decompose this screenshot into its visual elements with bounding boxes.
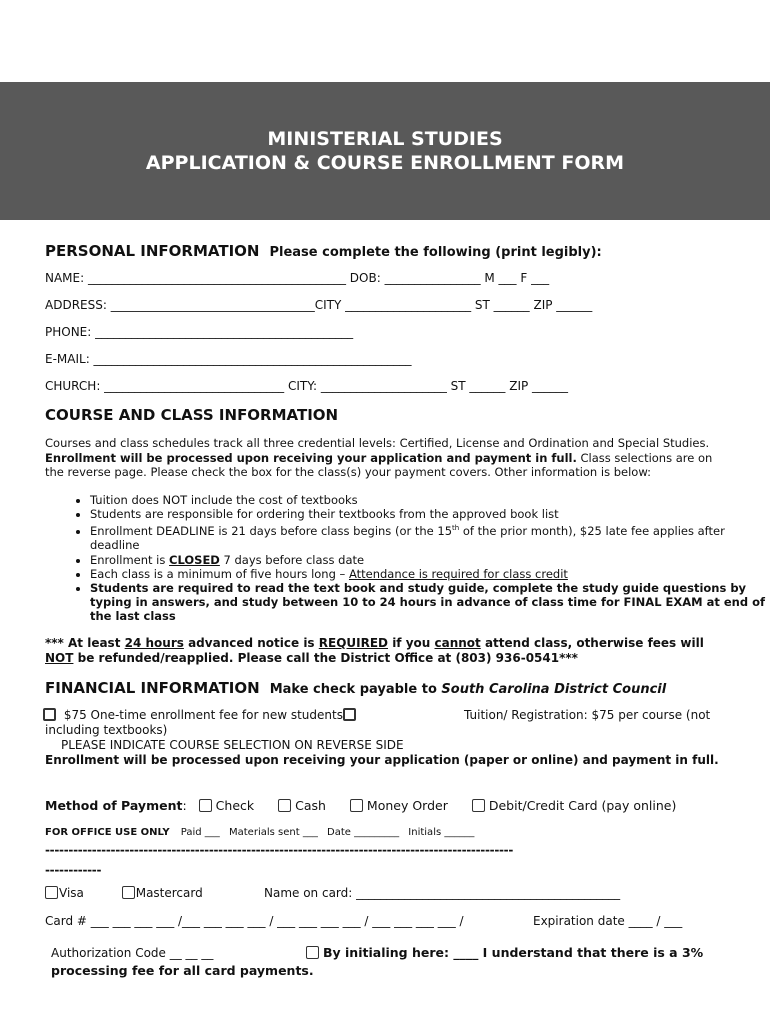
list-item: • Students are responsible for ordering their textbooks from the approved book list (90, 507, 770, 521)
notice-text: advanced notice is (183, 636, 319, 650)
notice-paragraph (45, 636, 725, 666)
list-item (90, 521, 770, 552)
header-banner (0, 82, 770, 220)
card-number-field[interactable]: Card # ___ ___ ___ ___ /___ ___ ___ ___ / ___ ___ ___ ___ / ___ ___ ___ ___ / (45, 914, 464, 928)
office-use-row (45, 827, 474, 838)
check-checkbox[interactable] (199, 799, 212, 812)
notice-text: if you (388, 636, 435, 650)
visa-label: Visa (59, 886, 84, 900)
visa-checkbox[interactable] (45, 886, 58, 899)
enrollment-fee-option[interactable] (43, 708, 360, 722)
cash-checkbox[interactable] (278, 799, 291, 812)
form-title-line1: MINISTERIAL STUDIES (267, 128, 503, 150)
method-label: Method of Payment (45, 798, 183, 813)
list-item: • Students are required to read the text book and study guide, complete the study guide questions by typing in answers, and study between 10 to 24 hours in advance of class time for FINAL EXAM at end of the last class (90, 581, 770, 624)
name-dob-field-row[interactable]: NAME: ___________________________________________ DOB: ________________ M ___ F ___ (45, 271, 550, 285)
attendance-text: Attendance is required for class credit (348, 566, 568, 581)
list-item (90, 553, 770, 567)
office-initials: Initials ______ (408, 827, 475, 838)
mastercard-checkbox[interactable] (122, 886, 135, 899)
money-order-checkbox[interactable] (350, 799, 363, 812)
course-rules-list (45, 493, 770, 624)
address-field-row[interactable]: ADDRESS: __________________________________CITY _____________________ ST ______ ZIP ______ (45, 298, 593, 312)
divider-dashes-2: ------------ (45, 863, 102, 877)
closed-text-2: 7 days before class date (219, 552, 365, 567)
notice-24h: 24 hours (124, 636, 184, 650)
notice-text: attend class, otherwise fees will (480, 636, 704, 650)
mastercard-label: Mastercard (135, 886, 203, 900)
office-date: Date _________ (327, 827, 400, 838)
notice-not: NOT (45, 651, 74, 665)
financial-subheading: Make check payable to (269, 682, 442, 697)
acknowledge-text-2: processing fee for all card payments. (51, 963, 314, 978)
acknowledge-text: By initialing here: ____ I understand that there is a 3% (323, 945, 704, 960)
fee-acknowledgement (306, 945, 703, 960)
form-title-line2: APPLICATION & COURSE ENROLLMENT FORM (145, 152, 625, 174)
intro-text-2: Class selections are on the reverse page. Please check the box for the class(s) your payment covers. Other information is below: (45, 450, 713, 479)
deadline-sup: th (452, 524, 460, 533)
notice-text: *** At least (45, 636, 125, 650)
course-intro (45, 436, 725, 480)
notice-required: REQUIRED (318, 636, 389, 650)
enrollment-fee-label: $75 One-time enrollment fee for new students (63, 708, 343, 722)
closed-word: CLOSED (169, 552, 220, 567)
list-item: • Tuition does NOT include the cost of textbooks (90, 493, 770, 507)
expiration-field[interactable]: Expiration date ____ / ___ (533, 914, 683, 928)
course-heading: COURSE AND CLASS INFORMATION (45, 406, 339, 424)
list-item (90, 567, 770, 581)
card-type-row (45, 886, 203, 900)
check-label: Check (215, 798, 255, 813)
enrollment-fee-checkbox[interactable] (43, 708, 56, 721)
divider-dashes: ---------------------------------------------------------------------------------------------------- (45, 843, 514, 857)
personal-subheading: Please complete the following (print legibly): (269, 245, 602, 260)
notice-text: be refunded/reapplied. Please call the District Office at (803) 936-0541*** (73, 651, 578, 665)
processing-note: Enrollment will be processed upon receiving your application (paper or online) and payment in full. (45, 753, 719, 767)
financial-section-header (45, 678, 666, 697)
payment-method-row (45, 798, 676, 813)
financial-heading: FINANCIAL INFORMATION (45, 679, 260, 697)
card-checkbox[interactable] (472, 799, 485, 812)
acknowledge-checkbox[interactable] (306, 946, 319, 959)
method-colon: : (182, 798, 187, 813)
payable-to: South Carolina District Council (441, 682, 667, 697)
class-length-text: Each class is a minimum of five hours long – (90, 566, 349, 581)
office-paid: Paid ___ (180, 827, 220, 838)
email-field-row[interactable]: E-MAIL: _____________________________________________________ (45, 352, 412, 366)
personal-section-header (45, 241, 602, 260)
office-materials: Materials sent ___ (229, 827, 318, 838)
intro-text-1: Courses and class schedules track all three credential levels: Certified, License and Ordination and Special Studies. (45, 436, 710, 450)
deadline-text-2: of the prior month), $25 late fee applies after deadline (90, 524, 725, 553)
phone-field-row[interactable]: PHONE: ___________________________________________ (45, 325, 354, 339)
notice-cannot: cannot (434, 636, 481, 650)
authorization-code-field[interactable]: Authorization Code __ __ __ (51, 946, 214, 960)
cash-label: Cash (295, 798, 326, 813)
tuition-label-2: including textbooks) (45, 723, 168, 737)
card-label: Debit/Credit Card (pay online) (488, 798, 677, 813)
closed-text: Enrollment is (90, 552, 170, 567)
name-on-card-field[interactable]: Name on card: ____________________________________________ (264, 886, 621, 900)
church-field-row[interactable]: CHURCH: ______________________________ CITY: _____________________ ST ______ ZIP ______ (45, 379, 569, 393)
indicate-note: PLEASE INDICATE COURSE SELECTION ON REVERSE SIDE (61, 738, 404, 752)
tuition-label: Tuition/ Registration: $75 per course (not (464, 708, 711, 722)
office-label: FOR OFFICE USE ONLY (45, 827, 170, 838)
tuition-checkbox[interactable] (343, 708, 356, 721)
money-order-label: Money Order (366, 798, 448, 813)
personal-heading: PERSONAL INFORMATION (45, 242, 260, 260)
intro-bold: Enrollment will be processed upon receiving your application and payment in full. (45, 450, 577, 465)
deadline-text: Enrollment DEADLINE is 21 days before class begins (or the 15 (90, 524, 453, 539)
